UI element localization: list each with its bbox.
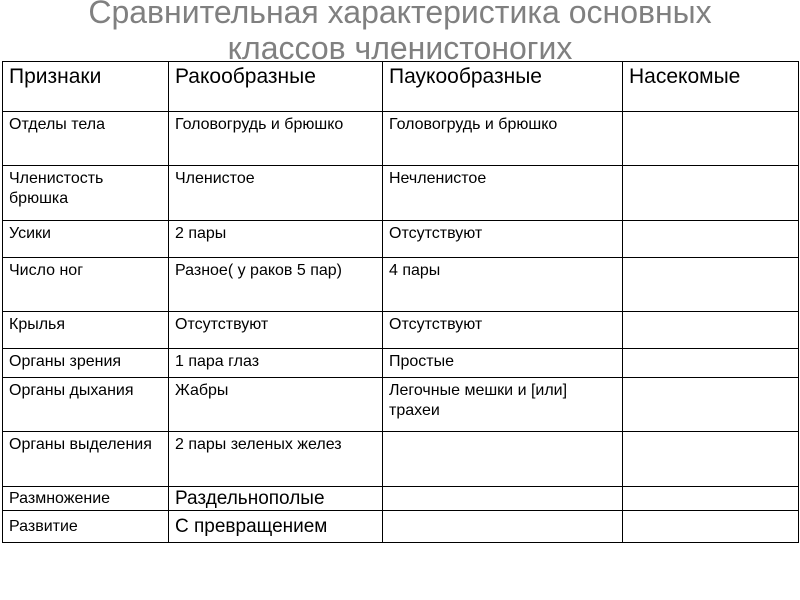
cell-arachnids: 4 пары [383, 258, 623, 312]
cell-insects [623, 112, 799, 166]
slide-title [0, 0, 800, 66]
cell-insects [623, 258, 799, 312]
cell-arachnids [383, 432, 623, 487]
cell-crustaceans: 2 пары зеленых желез [169, 432, 383, 487]
table-row [3, 221, 799, 258]
cell-insects [623, 432, 799, 487]
cell-arachnids: Нечленистое [383, 166, 623, 221]
cell-crustaceans: Разное( у раков 5 пар) [169, 258, 383, 312]
cell-crustaceans: С превращением [169, 511, 383, 543]
cell-arachnids: Головогрудь и брюшко [383, 112, 623, 166]
cell-crustaceans: Отсутствуют [169, 312, 383, 349]
cell-insects [623, 378, 799, 432]
table-header-row [3, 62, 799, 112]
cell-insects [623, 221, 799, 258]
cell-crustaceans: 1 пара глаз [169, 349, 383, 378]
cell-arachnids [383, 511, 623, 543]
cell-arachnids: Отсутствуют [383, 221, 623, 258]
cell-insects [623, 312, 799, 349]
cell-crustaceans: Головогрудь и брюшко [169, 112, 383, 166]
cell-insects [623, 487, 799, 511]
cell-feature: Органы зрения [3, 349, 169, 378]
cell-feature: Крылья [3, 312, 169, 349]
header-cell-arachnids: Паукообразные [383, 62, 623, 112]
cell-insects [623, 511, 799, 543]
cell-arachnids: Отсутствуют [383, 312, 623, 349]
cell-insects [623, 166, 799, 221]
cell-feature: Число ног [3, 258, 169, 312]
cell-feature: Органы выделения [3, 432, 169, 487]
cell-feature: Органы дыхания [3, 378, 169, 432]
cell-feature: Усики [3, 221, 169, 258]
cell-crustaceans: Жабры [169, 378, 383, 432]
table-row [3, 349, 799, 378]
cell-crustaceans: Раздельнополые [169, 487, 383, 511]
cell-feature: Развитие [3, 511, 169, 543]
title-line-1: Сравнительная характеристика основных [88, 0, 712, 30]
table-row [3, 378, 799, 432]
table-row [3, 166, 799, 221]
header-cell-crustaceans: Ракообразные [169, 62, 383, 112]
cell-feature: Размножение [3, 487, 169, 511]
header-cell-features: Признаки [3, 62, 169, 112]
table-row [3, 258, 799, 312]
cell-insects [623, 349, 799, 378]
table-row [3, 312, 799, 349]
cell-arachnids: Легочные мешки и [или] трахеи [383, 378, 623, 432]
cell-arachnids [383, 487, 623, 511]
cell-feature: Отделы тела [3, 112, 169, 166]
table-row [3, 487, 799, 511]
table-row [3, 511, 799, 543]
table-row [3, 432, 799, 487]
table-row [3, 112, 799, 166]
header-cell-insects: Насекомые [623, 62, 799, 112]
cell-crustaceans: Членистое [169, 166, 383, 221]
comparison-table [2, 61, 799, 543]
cell-arachnids: Простые [383, 349, 623, 378]
cell-crustaceans: 2 пары [169, 221, 383, 258]
cell-feature: Членистость брюшка [3, 166, 169, 221]
title-line-2: классов членистоногих [227, 30, 573, 66]
